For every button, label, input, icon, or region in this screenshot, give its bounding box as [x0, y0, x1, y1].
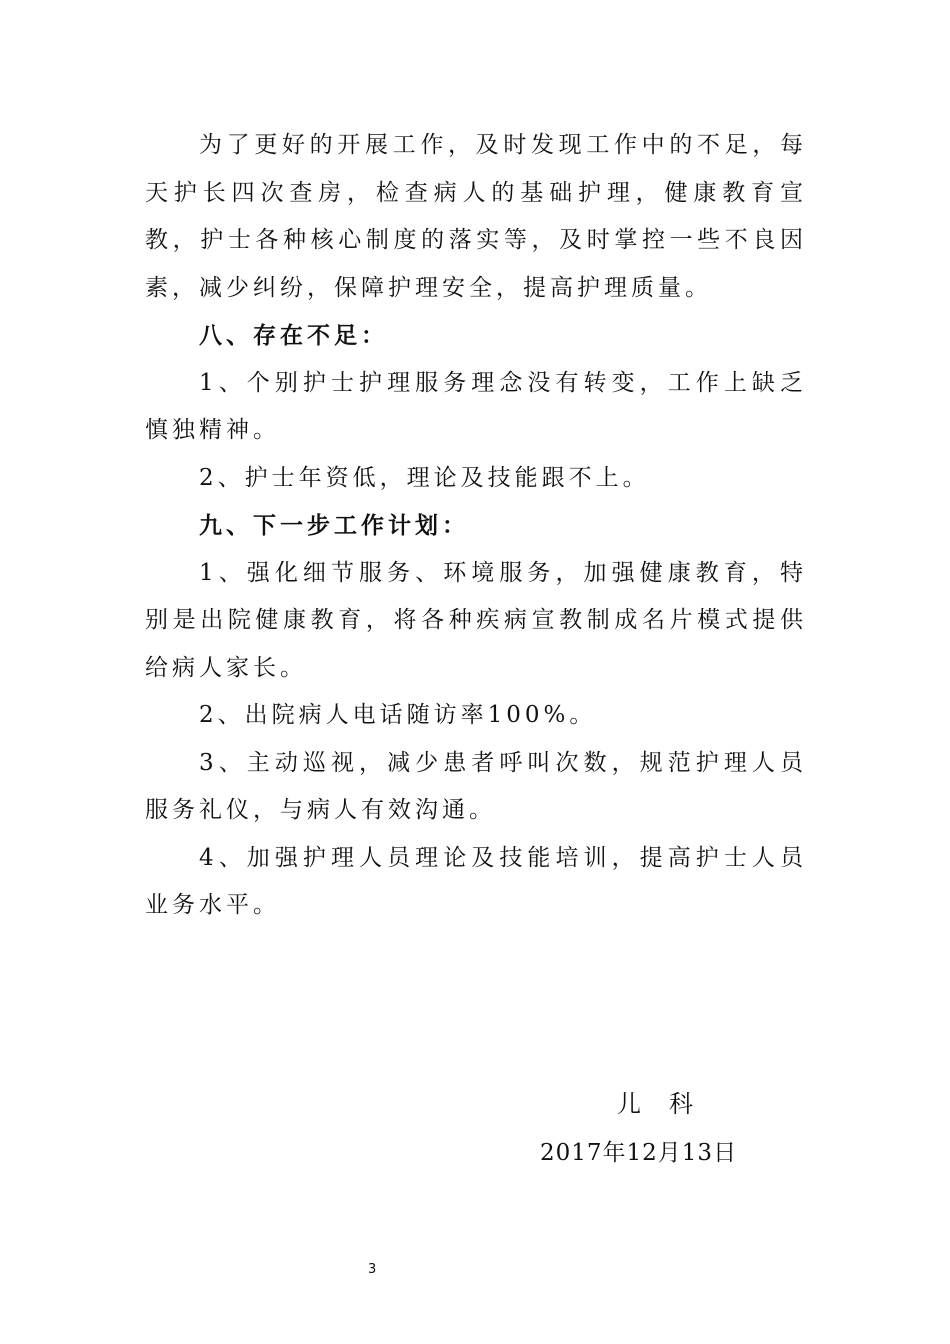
plan-item-2: 2、出院病人电话随访率100%。 [199, 702, 597, 728]
page-number: 3 [368, 1262, 377, 1277]
shortcoming-item-1: 1、个别护士护理服务理念没有转变，工作上缺乏慎独精神。 [145, 369, 807, 443]
shortcoming-item-2: 2、护士年资低，理论及技能跟不上。 [199, 464, 650, 491]
signature-date: 2017年12月13日 [540, 1140, 738, 1166]
plan-item-1: 1、强化细节服务、环境服务，加强健康教育，特别是出院健康教育，将各种疾病宣教制成名片模式提供给病人家长。 [145, 559, 807, 681]
plan-item-3: 3、主动巡视，减少患者呼叫次数，规范护理人员服务礼仪，与病人有效沟通。 [145, 749, 807, 823]
section-heading-next-plan: 九、下一步工作计划： [199, 512, 469, 539]
plan-item-4: 4、加强护理人员理论及技能培训，提高护士人员业务水平。 [145, 844, 807, 918]
paragraph-inspection: 为了更好的开展工作，及时发现工作中的不足，每天护长四次查房，检查病人的基础护理，健康教育宣教，护士各种核心制度的落实等，及时掌控一些不良因素，减少纠纷，保障护理安全，提高护理质量。 [145, 132, 807, 301]
document-body [145, 122, 807, 930]
signature-department: 儿科 [617, 1090, 721, 1118]
section-heading-shortcomings: 八、存在不足： [199, 322, 388, 349]
